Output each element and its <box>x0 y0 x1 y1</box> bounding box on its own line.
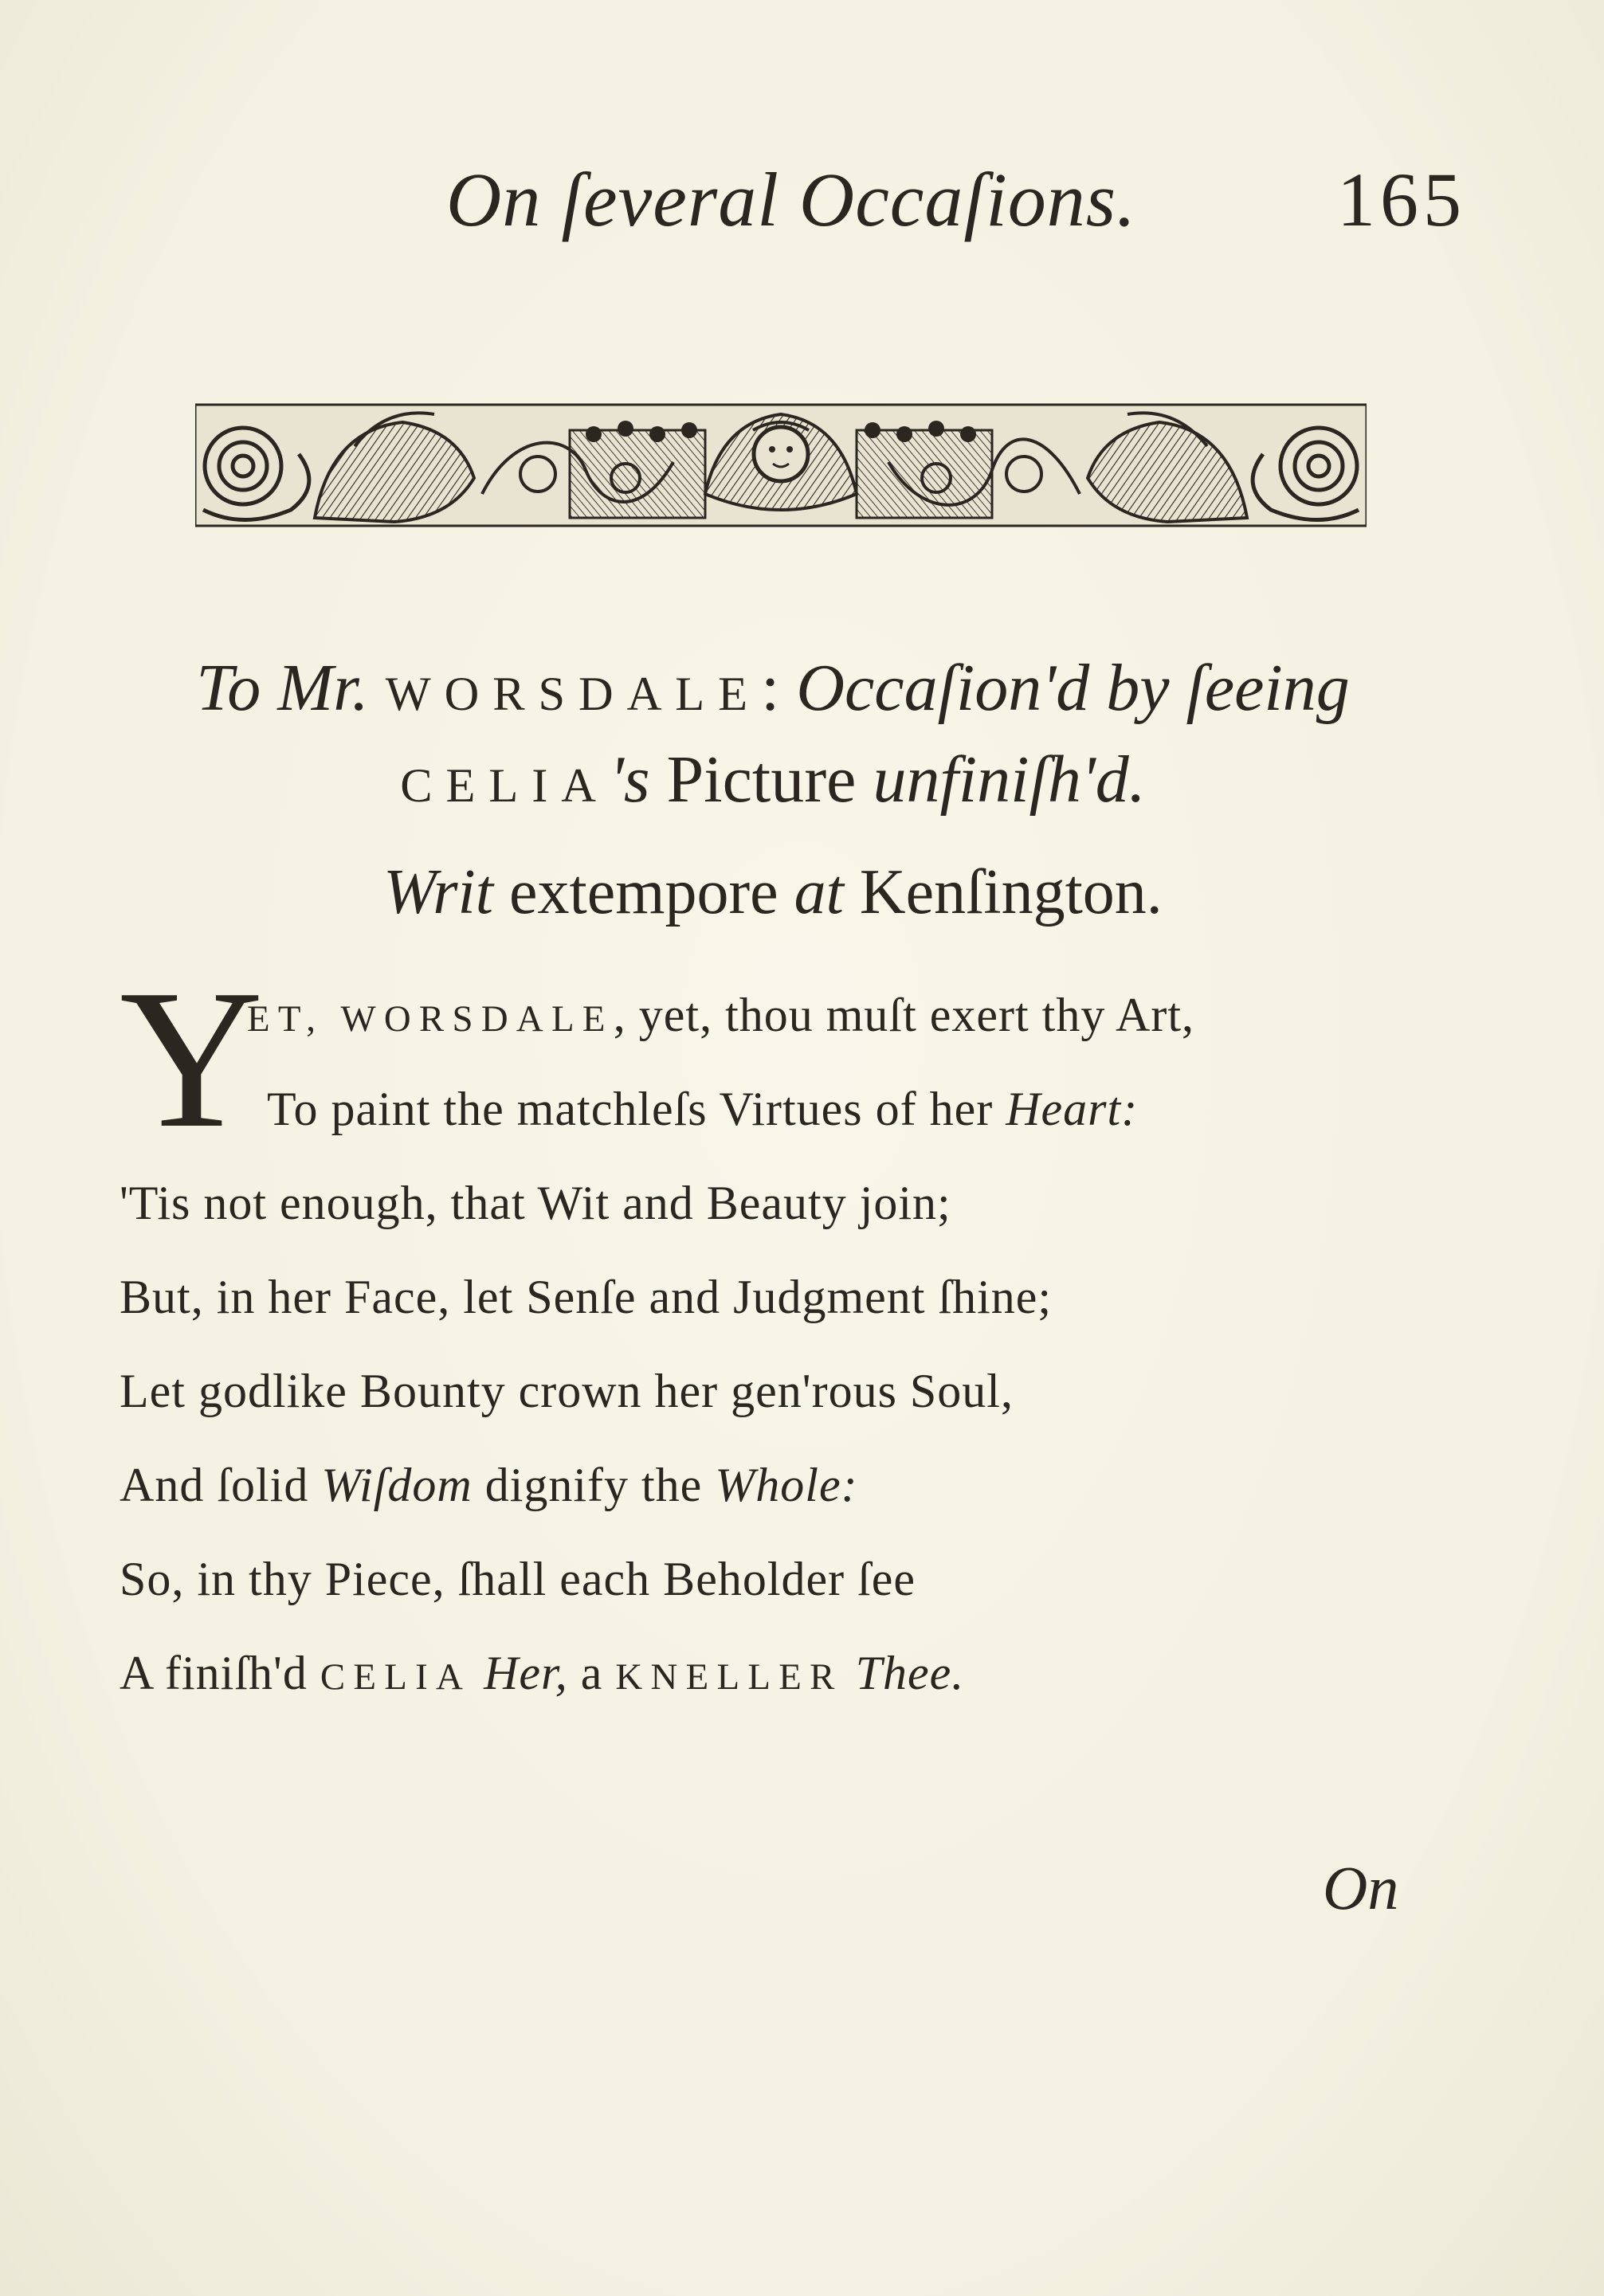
poem-line-6 <box>120 1458 858 1513</box>
poem-line-8-a: A finiſh'd <box>120 1647 320 1699</box>
running-head <box>446 155 1466 259</box>
poem-line-6-colon: : <box>841 1459 858 1511</box>
poem-line-7: So, in thy Piece, ſhall each Beholder ſee <box>120 1553 916 1605</box>
poem-line-2-heart: Heart <box>1006 1083 1122 1135</box>
subtitle-kensington: Kenſington. <box>859 857 1163 927</box>
poem-line-8-her: Her, <box>484 1647 568 1699</box>
title-worsdale: WORSDALE <box>385 668 761 721</box>
poem-line-8-a-word: a <box>567 1647 616 1699</box>
poem-line-8 <box>120 1646 964 1701</box>
poem-line-5: Let godlike Bounty crown her gen'rous Soul, <box>120 1365 1014 1417</box>
subtitle-writ: Writ <box>383 857 493 927</box>
running-head-title: On ſeveral Occaſions. <box>446 157 1137 242</box>
title-picture: Picture <box>666 742 857 817</box>
title-celia: CELIA <box>400 759 610 813</box>
title-occasioned: Occaſion'd by ſeeing <box>796 651 1350 725</box>
poem-line-1-end: , yet, thou muſt exert thy Art, <box>613 989 1195 1041</box>
poem-title-line-1 <box>120 649 1426 727</box>
poem-line-1-worsdale: WORSDALE <box>340 998 614 1040</box>
poem-line-8-space-2 <box>843 1647 856 1699</box>
subtitle-extempore: extempore <box>508 857 778 927</box>
drop-cap: Y <box>120 949 265 1170</box>
title-possessive: 's <box>609 742 650 817</box>
poem-line-8-kneller: KNELLER <box>615 1656 843 1698</box>
poem-line-6-whole: Whole <box>715 1459 841 1511</box>
poem-line-2-colon: : <box>1121 1083 1139 1135</box>
title-colon: : <box>761 651 780 725</box>
poem-title-line-2 <box>120 741 1426 818</box>
catchword: On <box>1323 1853 1399 1922</box>
subtitle-at: at <box>794 857 844 927</box>
poem-line-6-wisdom: Wiſdom <box>321 1459 473 1511</box>
poem-subtitle <box>120 856 1426 929</box>
poem-line-1-start: ET, <box>247 998 341 1040</box>
poem-line-8-thee: Thee. <box>855 1647 965 1699</box>
poem-line-6-a: And ſolid <box>120 1459 322 1511</box>
poem-line-4: But, in her Face, let Senſe and Judgment ſhine; <box>120 1271 1053 1323</box>
poem-line-8-space-1 <box>471 1647 484 1699</box>
poem-line-3: 'Tis not enough, that Wit and Beauty join; <box>120 1177 951 1229</box>
poem-line-2 <box>267 1082 1138 1137</box>
title-to-mr: To Mr. <box>196 651 369 725</box>
ornament-headpiece <box>195 398 1367 534</box>
page-number: 165 <box>1337 157 1466 242</box>
poem-line-6-c: dignify the <box>472 1459 716 1511</box>
poem-line-1 <box>247 988 1194 1043</box>
poem-line-8-celia: CELIA <box>320 1656 472 1698</box>
title-unfinished: unfiniſh'd. <box>873 742 1146 817</box>
poem-line-2-start: To paint the matchleſs Virtues of her <box>267 1083 1006 1135</box>
